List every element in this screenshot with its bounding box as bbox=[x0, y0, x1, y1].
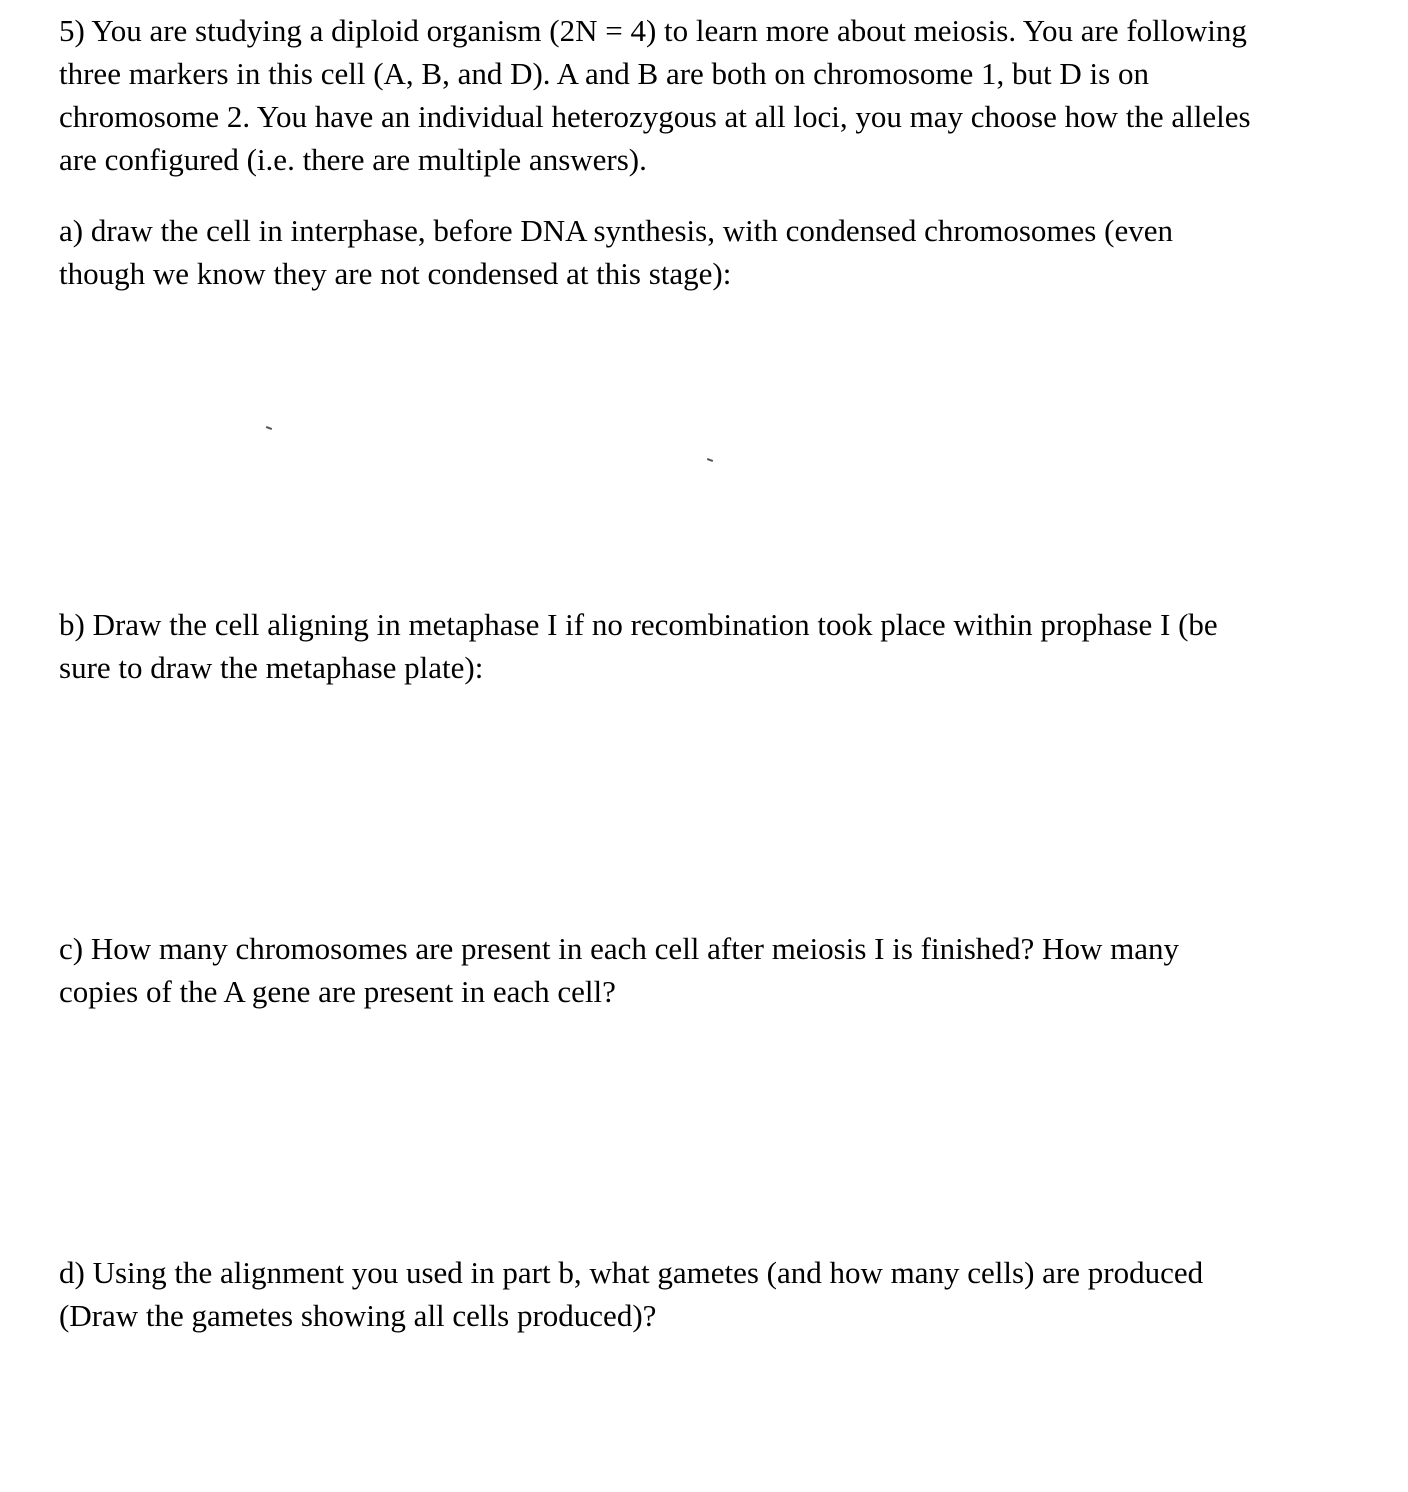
part-b-line: b) Draw the cell aligning in metaphase I if no recombination took place within prophase I (be bbox=[59, 607, 1218, 642]
question-part-a bbox=[59, 209, 1359, 295]
stray-pen-mark bbox=[266, 426, 272, 430]
question-part-c bbox=[59, 927, 1359, 1013]
intro-line: three markers in this cell (A, B, and D). A and B are both on chromosome 1, but D is on bbox=[59, 56, 1149, 91]
intro-line: are configured (i.e. there are multiple answers). bbox=[59, 142, 647, 177]
part-a-line: a) draw the cell in interphase, before DNA synthesis, with condensed chromosomes (even bbox=[59, 213, 1173, 248]
part-d-line: d) Using the alignment you used in part b, what gametes (and how many cells) are produced bbox=[59, 1255, 1204, 1290]
part-a-line: though we know they are not condensed at this stage): bbox=[59, 256, 732, 291]
stray-pen-mark bbox=[707, 458, 713, 462]
part-c-line: copies of the A gene are present in each cell? bbox=[59, 974, 616, 1009]
intro-line: 5) You are studying a diploid organism (2N = 4) to learn more about meiosis. You are following bbox=[59, 13, 1247, 48]
question-part-d bbox=[59, 1251, 1359, 1337]
part-c-line: c) How many chromosomes are present in each cell after meiosis I is finished? How many bbox=[59, 931, 1179, 966]
part-b-line: sure to draw the metaphase plate): bbox=[59, 650, 484, 685]
question-5-intro bbox=[59, 9, 1359, 181]
part-d-line: (Draw the gametes showing all cells produced)? bbox=[59, 1298, 657, 1333]
intro-line: chromosome 2. You have an individual heterozygous at all loci, you may choose how the alleles bbox=[59, 99, 1251, 134]
question-part-b bbox=[59, 603, 1359, 689]
